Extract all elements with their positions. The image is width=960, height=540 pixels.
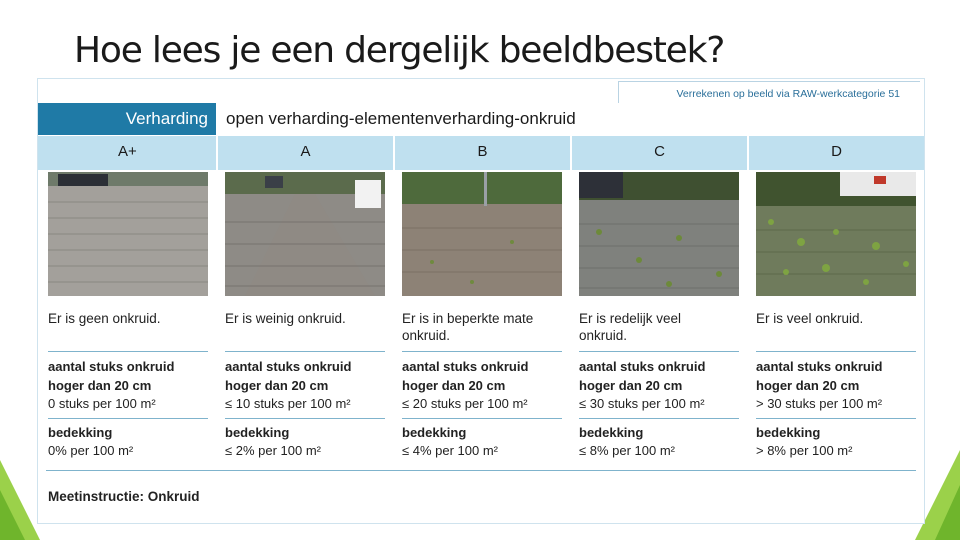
description-grade-a-plus: Er is geen onkruid. <box>48 311 161 326</box>
grade-d: D <box>749 136 924 170</box>
photo-grade-c <box>579 172 739 296</box>
count-value: ≤ 20 stuks per 100 m² <box>402 396 528 411</box>
photo-grade-b <box>402 172 562 296</box>
divider <box>225 351 385 352</box>
description-grade-c: Er is redelijk veel onkruid. <box>579 311 682 343</box>
subject-title: open verharding-elementenverharding-onkruid <box>226 109 576 128</box>
footer-divider <box>46 470 916 471</box>
cover-value: ≤ 4% per 100 m² <box>402 443 499 458</box>
cover-grade-a <box>225 424 321 460</box>
cover-label: bedekking <box>756 425 821 440</box>
divider <box>756 351 916 352</box>
divider <box>48 351 208 352</box>
description-grade-d: Er is veel onkruid. <box>756 311 864 326</box>
count-label: aantal stuks onkruid <box>756 359 883 374</box>
count-height: hoger dan 20 cm <box>225 377 329 393</box>
description-grade-b: Er is in beperkte mate onkruid. <box>402 311 534 343</box>
divider <box>225 418 385 419</box>
count-grade-b <box>402 358 528 414</box>
count-label: aantal stuks onkruid <box>225 359 352 374</box>
grade-b: B <box>395 136 570 170</box>
cover-grade-c <box>579 424 675 460</box>
header-row <box>38 103 924 135</box>
raw-note-divider-vertical <box>618 81 619 103</box>
count-grade-a <box>225 358 351 414</box>
count-grade-d <box>756 358 882 414</box>
grade-row <box>38 136 924 170</box>
cover-grade-b <box>402 424 498 460</box>
cover-value: > 8% per 100 m² <box>756 443 853 458</box>
raw-category-note: Verrekenen op beeld via RAW-werkcategorie 51 <box>676 88 900 100</box>
grade-a: A <box>218 136 393 170</box>
cover-grade-d <box>756 424 852 460</box>
count-height: hoger dan 20 cm <box>756 377 860 393</box>
count-grade-c <box>579 358 705 414</box>
cover-value: ≤ 2% per 100 m² <box>225 443 322 458</box>
count-value: ≤ 30 stuks per 100 m² <box>579 396 705 411</box>
divider <box>402 418 562 419</box>
photo-grade-d <box>756 172 916 296</box>
count-value: ≤ 10 stuks per 100 m² <box>225 396 351 411</box>
grade-c: C <box>572 136 747 170</box>
divider <box>48 418 208 419</box>
description-grade-a: Er is weinig onkruid. <box>225 311 346 326</box>
raw-note-divider <box>618 81 920 82</box>
divider <box>756 418 916 419</box>
divider <box>402 351 562 352</box>
cover-label: bedekking <box>402 425 467 440</box>
photo-grade-a-plus <box>48 172 208 296</box>
count-height: hoger dan 20 cm <box>402 377 506 393</box>
slide-title: Hoe lees je een dergelijk beeldbestek? <box>74 30 725 71</box>
cover-value: ≤ 8% per 100 m² <box>579 443 676 458</box>
category-label: Verharding <box>38 103 216 135</box>
divider <box>579 418 739 419</box>
count-height: hoger dan 20 cm <box>579 377 683 393</box>
cover-label: bedekking <box>48 425 113 440</box>
beeldbestek-card <box>37 78 925 524</box>
cover-label: bedekking <box>579 425 644 440</box>
count-label: aantal stuks onkruid <box>402 359 529 374</box>
count-label: aantal stuks onkruid <box>48 359 175 374</box>
divider <box>579 351 739 352</box>
cover-label: bedekking <box>225 425 290 440</box>
cover-value: 0% per 100 m² <box>48 443 134 458</box>
count-value: > 30 stuks per 100 m² <box>756 396 883 411</box>
count-height: hoger dan 20 cm <box>48 377 152 393</box>
photo-grade-a <box>225 172 385 296</box>
count-label: aantal stuks onkruid <box>579 359 706 374</box>
count-grade-a-plus <box>48 358 174 414</box>
cover-grade-a-plus <box>48 424 133 460</box>
measurement-instruction: Meetinstructie: Onkruid <box>48 489 200 504</box>
count-value: 0 stuks per 100 m² <box>48 396 156 411</box>
grade-a-plus: A+ <box>38 136 216 170</box>
